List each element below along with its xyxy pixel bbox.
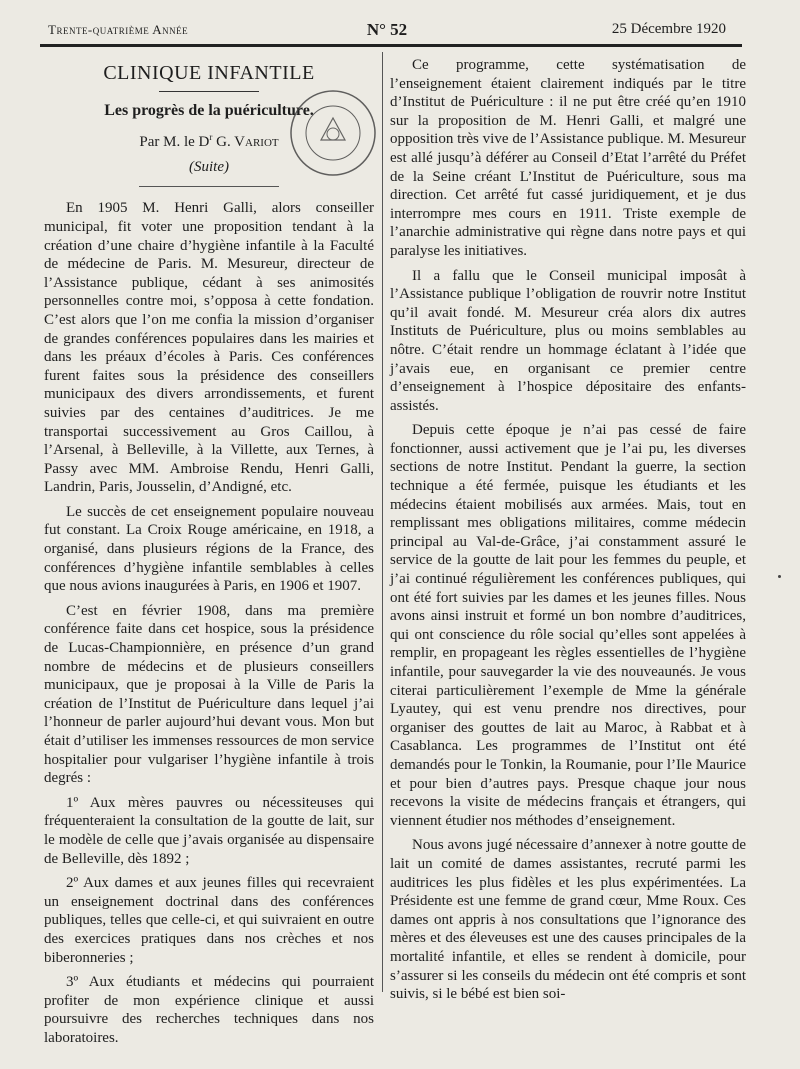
page-header bbox=[48, 18, 726, 42]
paragraph: Nous avons jugé nécessaire d’annexer à notre goutte de lait un comité de dames assistantes, recruté parmi les auditrices les plus fidèles et les plus expérimentées. La Présidente est une femme de grand cœur, Mme Roux. Ces dames ont appris à nos consultations que l’ignorance des mères et des éleveuses est une des causes principales de la mortalité infantile, et elles se rendent à domicile, pour s’assurer si les conseils du médecin ont été compris et sont suivis, si le bébé est bien soi- bbox=[390, 837, 746, 1003]
right-column bbox=[390, 56, 746, 1004]
paragraph: 3º Aux étudiants et médecins qui pourraient profiter de mon expérience clinique et aussi poursuivre des recherches techniques dans nos laboratoires. bbox=[44, 974, 374, 1046]
paragraph: En 1905 M. Henri Galli, alors conseiller municipal, fit voter une proposition tendant à la création d’une chaire d’hygiène infantile à la Faculté de médecine de Paris. M. Mesureur, directeur de l’Assistance publique, cédant à ses animosités personnelles contre moi, s’opposa à cette fondation. C’est alors que l’on me confia la mission d’organiser de grandes conférences populaires dans les mairies et dans les préaux d’écoles à Paris. Ces conférences furent faites sous la présidence des conseillers municipaux des divers arrondissements, et furent suivies par des centaines d’auditrices. Je me transportai successivement au Gros Caillou, à l’Arsenal, à Belleville, à la Villette, aux Ternes, à Passy avec MM. Ambroise Rendu, Henri Galli, Landrin, Paris, Jousselin, d’Andigné, etc. bbox=[44, 200, 374, 496]
paragraph: Le succès de cet enseignement populaire nouveau fut constant. La Croix Rouge américaine, en 1918, a organisé, dans plusieurs régions de la France, des conférences d’hygiène infantile semblables à celles que nous avions inaugurées à Paris, en 1906 et 1907. bbox=[44, 503, 374, 595]
byline-author: G. Variot bbox=[216, 134, 279, 151]
suite-label: (Suite) bbox=[189, 158, 229, 175]
article-title: Les progrès de la puériculture. bbox=[104, 101, 314, 119]
paragraph: Il a fallu que le Conseil municipal imposât à l’Assistance publique l’obligation de rouvrir notre Institut qu’il avait fondé. M. Mesureur créa alors dix autres Instituts de Puériculture, plus ou moins semblables au nôtre. C’était rendre un hommage éclatant à l’idée que j’avais eue, en organisant ce premier centre d’enseignement à l’hospice dépositaire des enfants-assistés. bbox=[390, 267, 746, 414]
byline-sup: r bbox=[209, 132, 213, 143]
ink-dot bbox=[778, 575, 781, 578]
header-rule bbox=[40, 44, 742, 47]
volume-label: Trente-quatrième Année bbox=[48, 22, 189, 37]
issue-date: 25 Décembre 1920 bbox=[611, 21, 726, 37]
paragraph: 1º Aux mères pauvres ou nécessiteuses qui fréquenteraient la consultation de la goutte de lait, sur le modèle de celle que j’avais organisée au dispensaire de Belleville, dès 1892 ; bbox=[44, 794, 374, 867]
library-stamp bbox=[288, 88, 378, 178]
issue-number: N° 52 bbox=[366, 20, 408, 39]
paragraph: Depuis cette époque je n’ai pas cessé de faire fonctionner, aussi activement que je l’ai pu, les diverses sections de notre Institut. Pendant la guerre, la section technique a été fermée, puisque les étudiants et les médecins étaient mobilisés aux armées. Mais, tout en remplissant mes obligations militaires, comme médecin principal au Val-de-Grâce, j’ai constamment assuré le service de la goutte de lait pour les femmes du peuple, et j’ai continué régulièrement les conférences publiques, qui ont été fort suivies par les dames et les jeunes filles. Nous avons ainsi instruit et formé un bon nombre d’auditrices, qui ont conscience du rôle social qu’elles sont appelées à remplir, en propageant les règles essentielles de l’hygiène infantile, pour sauvegarder la vie des nouveaunés. Je vous citerai particulièrement l’exemple de Mme la générale Lyautey, qui est venu prendre nos directives, pour organiser des gouttes de lait au Maroc, à Rabbat et à Casablanca. Les programmes de l’Institut ont été demandés pour le Tonkin, la Roumanie, pour l’Ile Maurice et pour bien d’autres pays. Presque chaque jour nous recevons la visite de médecins français et étrangers, qui viennent étudier nos méthodes d’enseignement. bbox=[390, 422, 746, 829]
column-divider bbox=[382, 52, 383, 992]
byline-rule bbox=[139, 186, 279, 187]
paragraph: C’est en février 1908, dans ma première conférence faite dans cet hospice, sous la présidence de Lucas-Championnière, en présence d’un grand nombre de médecins et de plusieurs conseillers municipaux, que je proposai à la Ville de Paris la création de l’Institut de Puériculture dans lequel j’ai l’honneur de parler aujourd’hui devant vous. Mon but était d’utiliser les immenses ressources de mon service hospitalier pour vulgariser l’hygiène infantile à trois degrés : bbox=[44, 602, 374, 787]
section-title: CLINIQUE INFANTILE bbox=[103, 62, 315, 84]
paragraph: 2º Aux dames et aux jeunes filles qui recevraient un enseignement doctrinal dans des conférences publiques, telles que celle-ci, et qui suivraient en outre des exercices pratiques dans nos crèches et nos biberonneries ; bbox=[44, 875, 374, 966]
section-rule bbox=[159, 91, 259, 92]
byline-prefix: Par M. le D bbox=[139, 134, 210, 151]
left-column bbox=[44, 56, 374, 1048]
paragraph: Ce programme, cette systématisation de l’enseignement étaient clairement indiqués par le titre d’Institut de Puériculture : il ne put être créé qu’en 1910 sur la proposition de M. Henri Galli, et malgré une opposition très vive de l’Assistance publique. M. Mesureur est allé jusqu’à déférer au Conseil d’Etat l’arrêté du Préfet de la Seine créant L’Institut de Puériculture, sous ma direction. Cet arrêté fut cassé juridiquement, et je dus interrompre mes cours en 1911. Triste exemple de l’anarchie administrative qui règne dans notre pays et qui paralyse les initiatives. bbox=[390, 57, 746, 259]
